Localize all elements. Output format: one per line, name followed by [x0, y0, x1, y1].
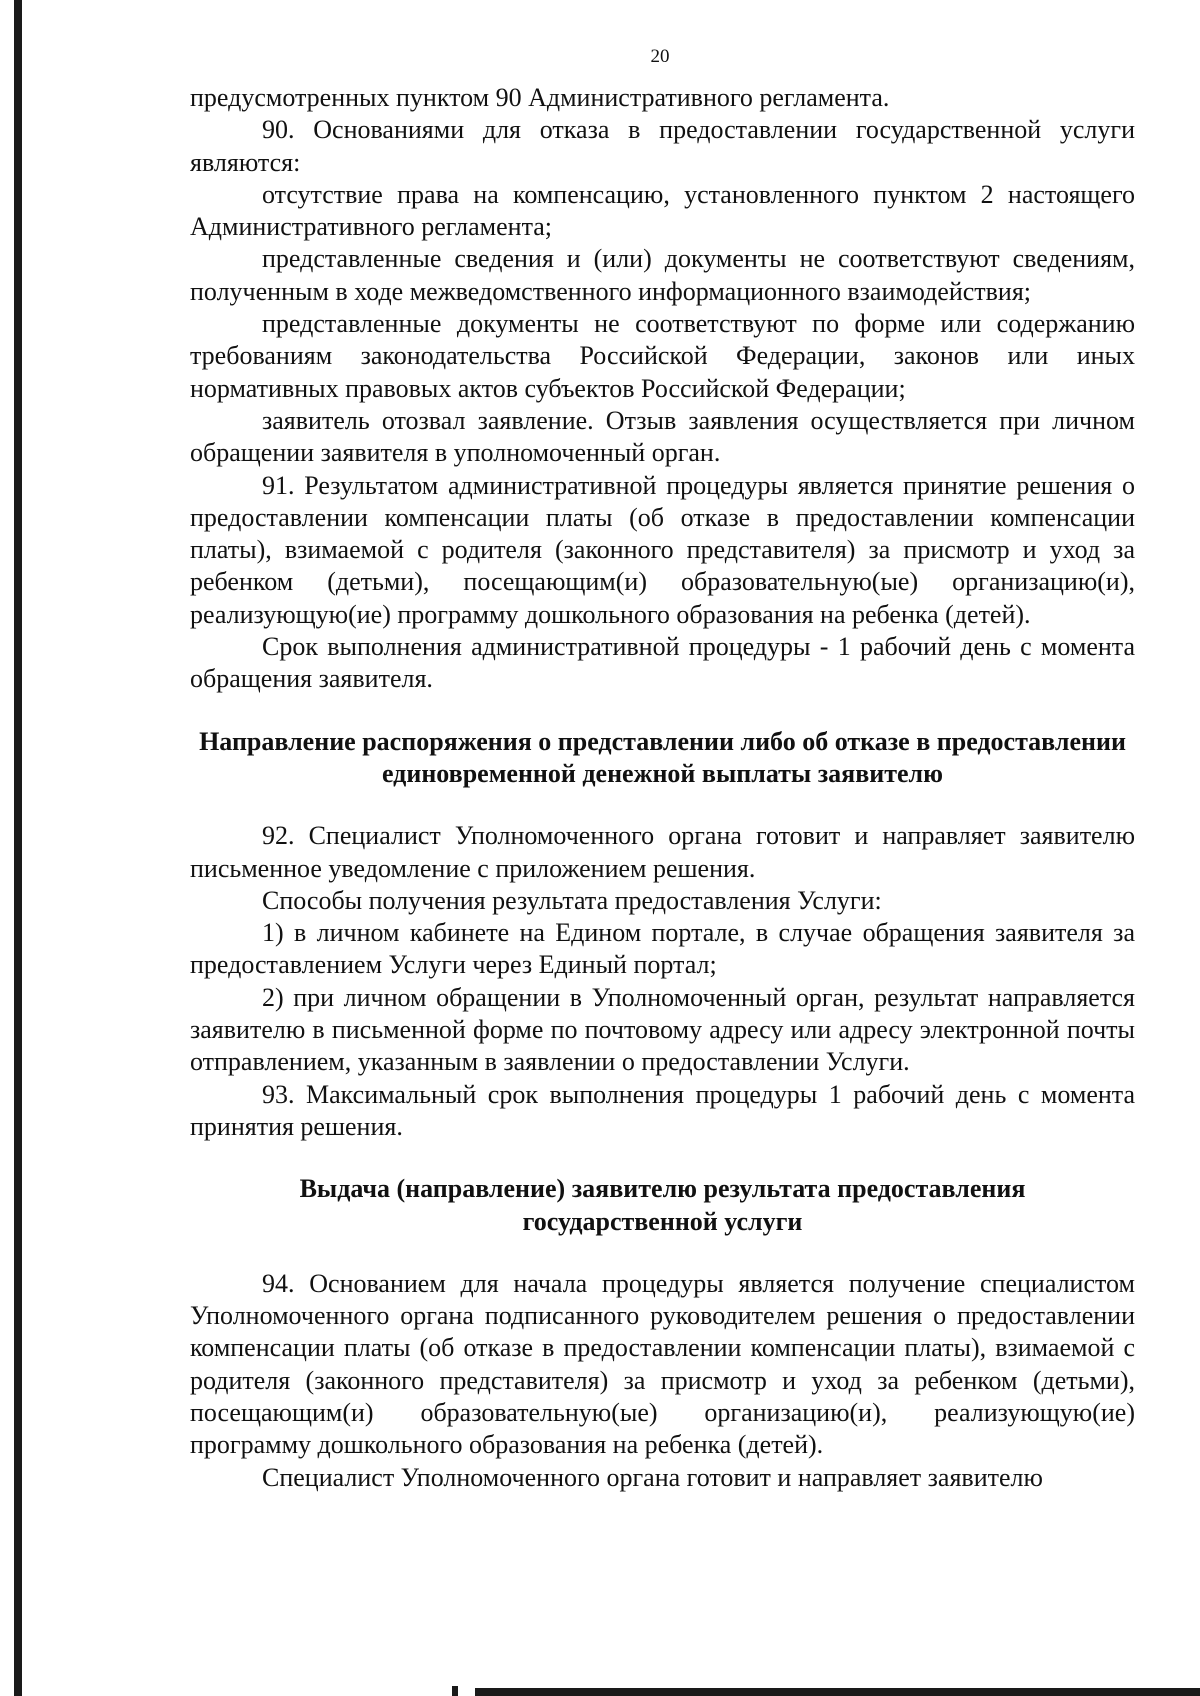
paragraph: 91. Результатом административной процедуры является принятие решения о предоставлении компенсации платы (об отказе в предоставлении компенсации платы), взимаемой с родителя (законного представителя) за присмотр и уход за ребенком (детьми), посещающим(и) образовательную(ые) организацию(и), реализующую(ие) программу дошкольного образования на ребенка (детей).	[190, 470, 1135, 629]
scan-edge-bottom	[475, 1688, 1200, 1696]
section-heading: Направление распоряжения о представлении либо об отказе в предоставлении единовременной денежной выплаты заявителю	[199, 726, 1126, 788]
paragraph: отсутствие права на компенсацию, установленного пунктом 2 настоящего Административного регламента;	[190, 179, 1135, 242]
paragraph: 1) в личном кабинете на Едином портале, в случае обращения заявителя за предоставлением Услуги через Единый портал;	[190, 918, 1135, 980]
paragraph: Срок выполнения административной процедуры - 1 рабочий день с момента обращения заявителя.	[190, 632, 1135, 694]
paragraph: Способы получения результата предоставления Услуги:	[262, 885, 882, 915]
document-body	[190, 82, 1135, 1494]
paragraph: 90. Основаниями для отказа в предоставлении государственной услуги являются:	[190, 115, 1135, 177]
scan-edge-left	[14, 0, 22, 1696]
section-heading: Выдача (направление) заявителю результата предоставления государственной услуги	[299, 1174, 1026, 1236]
paragraph: 92. Специалист Уполномоченного органа готовит и направляет заявителю письменное уведомление с приложением решения.	[190, 821, 1135, 883]
paragraph: 94. Основанием для начала процедуры является получение специалистом Уполномоченного органа подписанного руководителем решения о предоставлении компенсации платы (об отказе в предоставлении компенсации платы), взимаемой с родителя (законного представителя) за присмотр и уход за ребенком (детьми), посещающим(и) образовательную(ые) организацию(и), реализующую(ие) программу дошкольного образования на ребенка (детей).	[190, 1268, 1135, 1460]
scan-edge-tick	[452, 1686, 458, 1696]
paragraph: Специалист Уполномоченного органа готовит и направляет заявителю	[262, 1462, 1043, 1492]
paragraph: представленные документы не соответствуют по форме или содержанию требованиям законодательства Российской Федерации, законов или иных нормативных правовых актов субъектов Российской Федерации;	[190, 309, 1135, 403]
paragraph: 93. Максимальный срок выполнения процедуры 1 рабочий день с момента принятия решения.	[190, 1079, 1135, 1141]
paragraph: заявитель отозвал заявление. Отзыв заявления осуществляется при личном обращении заявителя в уполномоченный орган.	[190, 405, 1135, 468]
page-number: 20	[650, 46, 670, 67]
paragraph: 2) при личном обращении в Уполномоченный орган, результат направляется заявителю в письменной форме по почтовому адресу или адресу электронной почты отправлением, указанным в заявлении о предоставлении Услуги.	[190, 982, 1135, 1077]
paragraph: представленные сведения и (или) документы не соответствуют сведениям, полученным в ходе межведомственного информационного взаимодействия;	[190, 244, 1135, 306]
paragraph: предусмотренных пунктом 90 Административного регламента.	[190, 83, 890, 112]
